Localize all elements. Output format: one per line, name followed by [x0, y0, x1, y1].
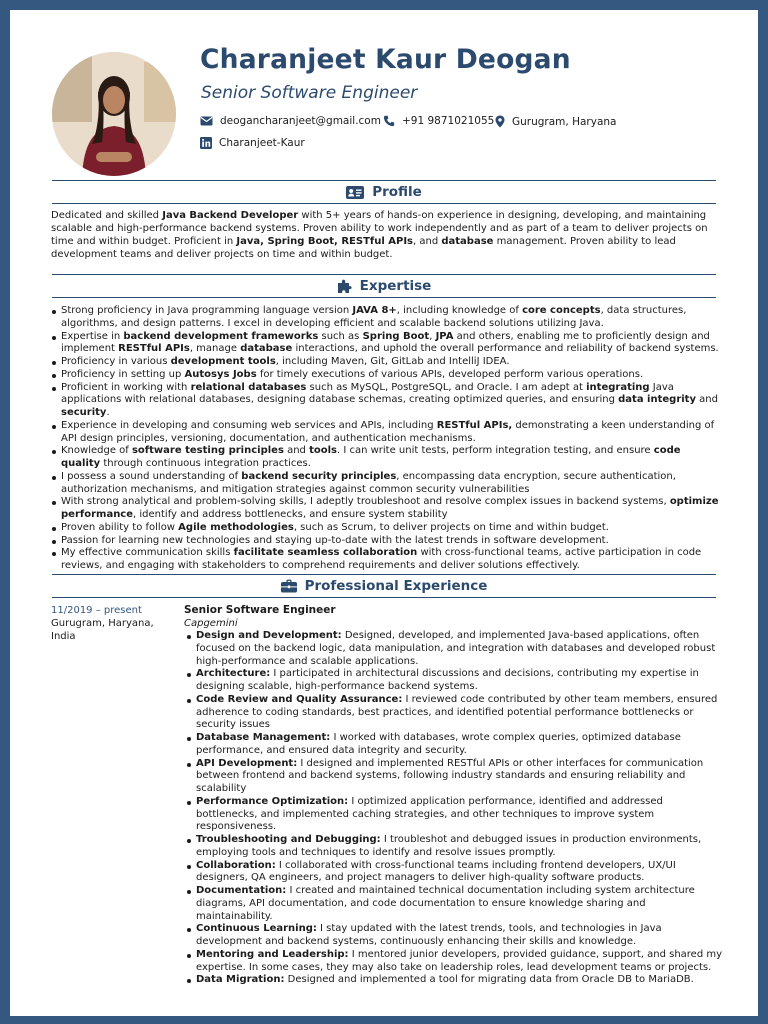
expertise-item: Passion for learning new technologies and staying up-to-date with the latest trends in software development.: [51, 535, 719, 548]
profile-summary: Dedicated and skilled Java Backend Developer with 5+ years of hands-on experience in designing, developing, and maintaining scalable and high-performance backend systems. Proven ability to work independently and as part of a team to deliver projects on time and within budget. Proficient in Java, Spring Boot, RESTful APIs, and database management. Proven ability to lead development teams and deliver projects on time and within budget.: [51, 210, 708, 260]
profile-photo-image: [52, 52, 176, 176]
expertise-list: [51, 305, 719, 573]
expertise-item: I possess a sound understanding of backend security principles, encompassing data encryption, secure authentication, authorization mechanisms, and mitigation strategies against common security vulnerabilities: [51, 471, 719, 497]
responsibility-item: Design and Development: Designed, developed, and implemented Java-based applications, often focused on the backend logic, data manipulation, and integration with databases and developed robust high-performance and scalable applications.: [186, 630, 722, 668]
experience-section-title: Professional Experience: [304, 578, 488, 594]
briefcase-icon: [281, 579, 297, 593]
job-company: Capgemini: [184, 618, 238, 629]
id-card-icon: [346, 186, 364, 199]
expertise-item: Proficiency in various development tools, including Maven, Git, GitLab and IntelliJ IDEA.: [51, 356, 719, 369]
phone-text: +91 9871021055: [402, 115, 495, 127]
profile-section-title: Profile: [372, 184, 422, 200]
profile-photo: [52, 52, 176, 176]
responsibility-item: Architecture: I participated in architectural discussions and decisions, contributing my expertise in designing scalable, high-performance backend systems.: [186, 668, 722, 694]
responsibility-item: Database Management: I worked with databases, wrote complex queries, optimized database performance, and ensured data integrity and security.: [186, 732, 722, 758]
job-role: Senior Software Engineer: [184, 604, 336, 616]
responsibility-item: Documentation: I created and maintained technical documentation including system architecture diagrams, API documentation, and code documentation to ensure knowledge sharing and maintainability.: [186, 885, 722, 923]
expertise-item: Proven ability to follow Agile methodologies, such as Scrum, to deliver projects on time and within budget.: [51, 522, 719, 535]
linkedin-icon: [200, 137, 212, 149]
responsibility-item: Code Review and Quality Assurance: I reviewed code contributed by other team members, ensured adherence to coding standards, best practices, and identified potential performance bottlenecks or security issues: [186, 694, 722, 732]
expertise-item: Experience in developing and consuming web services and APIs, including RESTful APIs, demonstrating a keen understanding of API design principles, versioning, documentation, and authentication mechanisms.: [51, 420, 719, 446]
phone-icon: [383, 115, 395, 127]
job-date-range: 11/2019 – present: [51, 605, 142, 616]
responsibility-item: Continuous Learning: I stay updated with the latest trends, tools, and technologies in Java development and backend systems, continuously enhancing their skills and knowledge.: [186, 923, 722, 949]
expertise-section-header: [52, 274, 716, 298]
responsibility-item: Performance Optimization: I optimized application performance, identified and addressed bottlenecks, and implemented caching strategies, and other techniques to improve system responsiveness.: [186, 796, 722, 834]
experience-section-header: [52, 574, 716, 598]
resume-header: [10, 10, 758, 180]
expertise-item: Strong proficiency in Java programming language version JAVA 8+, including knowledge of core concepts, data structures, algorithms, and design patterns. I excel in developing efficient and scalable backend solutions utilizing Java.: [51, 305, 719, 331]
responsibility-item: Troubleshooting and Debugging: I troubleshot and debugged issues in production environments, employing tools and techniques to identify and resolve issues promptly.: [186, 834, 722, 860]
puzzle-piece-icon: [337, 279, 352, 294]
job-meta: [51, 604, 161, 643]
responsibility-item: Mentoring and Leadership: I mentored junior developers, provided guidance, support, and shared my expertise. In some cases, they may also take on leadership roles, lead development teams or projects.: [186, 949, 722, 975]
expertise-item: Proficiency in setting up Autosys Jobs for timely executions of various APIs, developed perform various operations.: [51, 369, 719, 382]
location-text: Gurugram, Haryana: [512, 115, 617, 128]
candidate-title: Senior Software Engineer: [201, 83, 418, 103]
linkedin-text: Charanjeet-Kaur: [219, 137, 305, 149]
email-icon: [200, 116, 213, 126]
responsibility-item: Data Migration: Designed and implemented a tool for migrating data from Oracle DB to MariaDB.: [186, 974, 722, 987]
expertise-item: Proficient in working with relational databases such as MySQL, PostgreSQL, and Oracle. I am adept at integrating Java applications with relational databases, designing database schemas, creating optimized queries, and ensuring data integrity and security.: [51, 382, 719, 420]
job-location: Gurugram, Haryana, India: [51, 618, 154, 642]
expertise-item: My effective communication skills facilitate seamless collaboration with cross-functional teams, active participation in code reviews, and engaging with stakeholders to comprehend requirements and deliver solutions effectively.: [51, 547, 719, 573]
expertise-item: Expertise in backend development frameworks such as Spring Boot, JPA and others, enabling me to proficiently design and implement RESTful APIs, manage database interactions, and uphold the overall performance and reliability of backend systems.: [51, 331, 719, 357]
expertise-item: With strong analytical and problem-solving skills, I adeptly troubleshoot and resolve complex issues in backend systems, optimize performance, identify and address bottlenecks, and ensure system stability: [51, 496, 719, 522]
responsibility-item: API Development: I designed and implemented RESTful APIs or other interfaces for communication between frontend and backend systems, following industry standards and ensuring reliability and scalability: [186, 758, 722, 796]
email-contact[interactable]: [200, 115, 381, 127]
job-responsibilities: [186, 630, 722, 987]
profile-section-header: [52, 180, 716, 204]
expertise-item: Knowledge of software testing principles and tools. I can write unit tests, perform integration testing, and ensure code quality through continuous integration practices.: [51, 445, 719, 471]
responsibility-item: Collaboration: I collaborated with cross-functional teams including frontend developers, UX/UI designers, QA engineers, and project managers to deliver high-quality software products.: [186, 860, 722, 886]
email-text: deogancharanjeet@gmail.com: [220, 115, 381, 127]
candidate-name: Charanjeet Kaur Deogan: [200, 44, 571, 75]
resume-page: [10, 10, 758, 1016]
phone-contact[interactable]: [383, 115, 494, 127]
expertise-section-title: Expertise: [359, 278, 432, 294]
linkedin-contact[interactable]: [200, 137, 305, 149]
location-pin-icon: [495, 115, 505, 128]
location-contact: [495, 115, 616, 128]
